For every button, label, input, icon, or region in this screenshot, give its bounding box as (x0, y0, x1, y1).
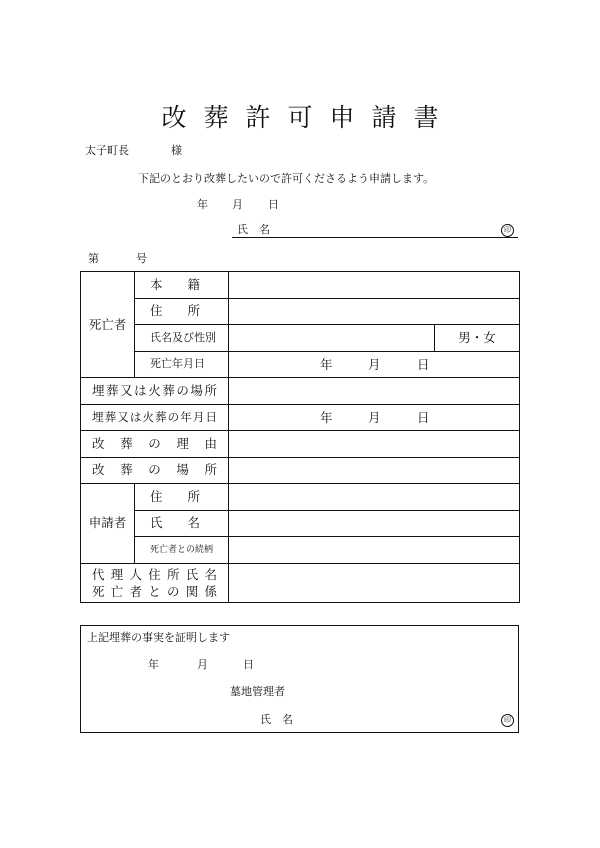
death-date-year: 年 (320, 356, 333, 372)
document-title: 改葬許可申請書 (161, 103, 456, 132)
agent-label-line2: 死亡者との関係 (92, 583, 217, 599)
table-row (81, 325, 520, 352)
date-month-label: 月 (232, 198, 243, 211)
death-date-month: 月 (368, 356, 381, 372)
burial-date-label: 埋葬又は火葬の年月日 (81, 404, 229, 431)
name-sex-label: 氏名及び性別 (135, 325, 229, 352)
reason-field[interactable] (229, 431, 520, 458)
applicant-name-label: 氏 名 (237, 223, 270, 236)
agent-label (81, 563, 229, 602)
table-row (81, 537, 520, 564)
reason-label: 改葬の理由 (81, 431, 229, 458)
sex-select[interactable]: 男・女 (435, 325, 520, 352)
burial-date-month: 月 (368, 409, 381, 425)
applicant-name-field[interactable] (229, 510, 520, 537)
applicant-group-label: 申請者 (81, 484, 135, 564)
table-row (81, 378, 520, 405)
table-row (81, 563, 520, 602)
date-year-label: 年 (197, 198, 208, 211)
burial-date-field[interactable] (229, 404, 520, 431)
burial-place-label: 埋葬又は火葬の場所 (81, 378, 229, 405)
certificate-month: 月 (197, 658, 208, 671)
table-row (81, 272, 520, 299)
certificate-year: 年 (148, 658, 159, 671)
honorific: 様 (171, 144, 182, 157)
application-table (80, 271, 520, 603)
deceased-name-field[interactable] (229, 325, 435, 352)
table-row (81, 351, 520, 378)
table-row (81, 404, 520, 431)
applicant-address-label: 住 所 (135, 484, 229, 511)
deceased-address-field[interactable] (229, 298, 520, 325)
deceased-address-label: 住 所 (135, 298, 229, 325)
honseki-field[interactable] (229, 272, 520, 299)
burial-date-year: 年 (320, 409, 333, 425)
agent-field[interactable] (229, 563, 520, 602)
certificate-text: 上記埋葬の事実を証明します (87, 631, 230, 644)
burial-place-field[interactable] (229, 378, 520, 405)
death-date-field[interactable] (229, 351, 520, 378)
relation-label: 死亡者との続柄 (135, 537, 229, 564)
honseki-label: 本 籍 (135, 272, 229, 299)
number-dai-label: 第 (88, 252, 99, 265)
place-label: 改葬の場所 (81, 457, 229, 484)
deceased-group-label: 死亡者 (81, 272, 135, 378)
table-row (81, 431, 520, 458)
number-go-label: 号 (136, 252, 147, 265)
relation-field[interactable] (229, 537, 520, 564)
applicant-name-underline (232, 237, 518, 238)
applicant-address-field[interactable] (229, 484, 520, 511)
death-date-label: 死亡年月日 (135, 351, 229, 378)
addressee: 太子町長 (85, 144, 129, 157)
table-row (81, 510, 520, 537)
table-row (81, 457, 520, 484)
death-date-day: 日 (417, 356, 430, 372)
table-row (81, 484, 520, 511)
applicant-name-cell-label: 氏 名 (135, 510, 229, 537)
agent-label-line1: 代理人住所氏名 (92, 566, 217, 582)
certificate-seal-mark: 印 (501, 714, 514, 727)
cemetery-manager-label: 墓地管理者 (230, 685, 285, 698)
certificate-name-label: 氏 名 (260, 713, 293, 726)
seal-mark: 印 (501, 224, 514, 237)
intro-text: 下記のとおり改葬したいので許可くださるよう申請します。 (138, 172, 435, 185)
place-field[interactable] (229, 457, 520, 484)
certificate-day: 日 (243, 658, 254, 671)
table-row (81, 298, 520, 325)
date-day-label: 日 (268, 198, 279, 211)
burial-date-day: 日 (417, 409, 430, 425)
